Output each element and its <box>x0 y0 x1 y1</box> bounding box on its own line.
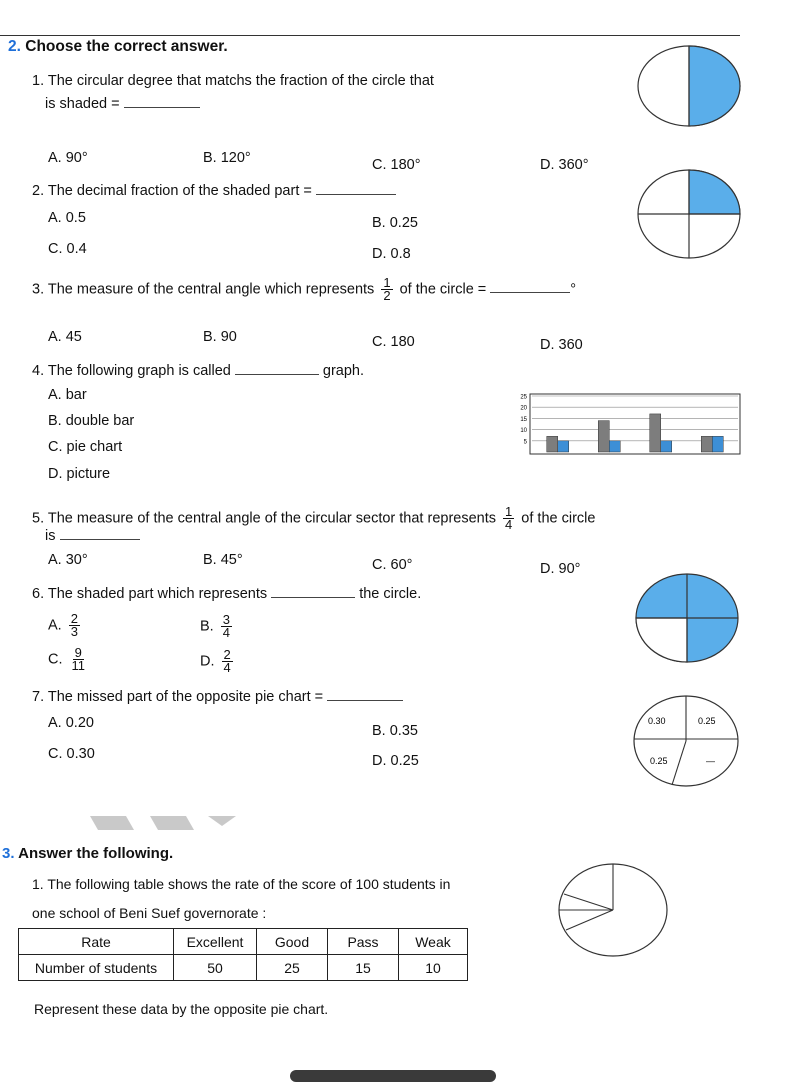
q1-option-a[interactable]: A. 90° <box>48 150 88 166</box>
table-header: Pass <box>328 929 399 955</box>
table-cell: 15 <box>328 955 399 981</box>
q1-line1: 1. The circular degree that matchs the fraction of the circle that <box>32 73 434 89</box>
section-2-heading <box>8 38 228 56</box>
section-3-heading <box>2 845 173 862</box>
table-header: Good <box>257 929 328 955</box>
table-row <box>19 929 468 955</box>
y-tick-label: 20 <box>520 405 527 412</box>
q2-option-a[interactable]: A. 0.5 <box>48 210 86 226</box>
y-tick-label: 15 <box>520 416 527 423</box>
bar-blue-4 <box>712 436 723 452</box>
home-indicator[interactable] <box>290 1070 496 1082</box>
bar-blue-1 <box>558 441 569 452</box>
table-cell: 25 <box>257 955 328 981</box>
q5-text: 5. The measure of the central angle of the circular sector that represents $\frac{1}{4}$ of the circle <box>32 504 596 532</box>
pie-label: 0.25 <box>650 756 668 766</box>
q3-text: 3. The measure of the central angle which represents $\frac{1}{2}$ of the circle = ° <box>32 275 577 303</box>
q7-option-d[interactable]: D. 0.25 <box>372 753 419 769</box>
y-tick-label: 25 <box>520 394 527 401</box>
s3-q1-line1: 1. The following table shows the rate of the score of 100 students in <box>32 876 451 892</box>
table-cell: 10 <box>399 955 468 981</box>
fraction: $\frac{1}{4}$ <box>505 504 513 532</box>
s3-q1-line2: one school of Beni Suef governorate : <box>32 905 267 921</box>
q7-option-c[interactable]: C. 0.30 <box>48 746 95 762</box>
section-number: 2. <box>8 38 21 55</box>
q6-option-a[interactable]: A. $\frac{2}{3}$ <box>48 611 78 639</box>
q2-text: 2. The decimal fraction of the shaded part = <box>32 182 396 199</box>
three-quarter-shaded-circle <box>634 572 740 664</box>
pie-label: — <box>706 756 715 766</box>
top-rule <box>0 35 740 36</box>
q2-option-c[interactable]: C. 0.4 <box>48 241 87 257</box>
section-number: 3. <box>2 845 15 862</box>
q6-option-b[interactable]: B. $\frac{3}{4}$ <box>200 612 230 640</box>
pie-label: 0.30 <box>648 716 666 726</box>
half-shaded-circle <box>636 44 742 128</box>
q6-option-d[interactable]: D. $\frac{2}{4}$ <box>200 647 231 675</box>
answer-blank[interactable] <box>60 527 140 540</box>
q3-option-c[interactable]: C. 180 <box>372 334 415 350</box>
q7-text: 7. The missed part of the opposite pie chart = <box>32 688 403 705</box>
bar-blue-2 <box>609 441 620 452</box>
q3-option-d[interactable]: D. 360 <box>540 337 583 353</box>
answer-blank[interactable] <box>316 182 396 195</box>
q5-option-c[interactable]: C. 60° <box>372 557 413 573</box>
q1-option-b[interactable]: B. 120° <box>203 150 251 166</box>
q5-line2: is <box>45 527 140 544</box>
q3-option-a[interactable]: A. 45 <box>48 329 82 345</box>
q4-option-b[interactable]: B. double bar <box>48 413 135 429</box>
q2-option-d[interactable]: D. 0.8 <box>372 246 411 262</box>
table-header: Weak <box>399 929 468 955</box>
blank-pie-chart <box>556 860 670 960</box>
q4-option-d[interactable]: D. picture <box>48 466 111 482</box>
q1-option-d[interactable]: D. 360° <box>540 157 589 173</box>
q7-option-b[interactable]: B. 0.35 <box>372 723 418 739</box>
answer-blank[interactable] <box>490 280 570 293</box>
q5-option-b[interactable]: B. 45° <box>203 552 243 568</box>
q5-option-d[interactable]: D. 90° <box>540 561 581 577</box>
table-header: Number of students <box>19 955 174 981</box>
bar-grey-4 <box>701 436 712 452</box>
answer-blank[interactable] <box>327 688 403 701</box>
q3-option-b[interactable]: B. 90 <box>203 329 237 345</box>
bar-blue-3 <box>661 441 672 452</box>
y-axis-ticks <box>520 395 527 446</box>
double-bar-chart <box>510 392 742 456</box>
table-header: Rate <box>19 929 174 955</box>
q1-line2: is shaded = <box>45 95 200 112</box>
section-title: Choose the correct answer. <box>25 38 228 55</box>
answer-blank[interactable] <box>271 585 355 598</box>
answer-blank[interactable] <box>124 95 200 108</box>
table-cell: 50 <box>174 955 257 981</box>
q4-option-a[interactable]: A. bar <box>48 387 87 403</box>
pie-chart-missing-part <box>632 694 742 792</box>
q1-option-c[interactable]: C. 180° <box>372 157 421 173</box>
section-title: Answer the following. <box>18 845 174 862</box>
q6-text: 6. The shaded part which represents the circle. <box>32 586 422 602</box>
answer-blank[interactable] <box>235 362 319 375</box>
q7-option-a[interactable]: A. 0.20 <box>48 715 94 731</box>
q4-text: 4. The following graph is called graph. <box>32 363 365 379</box>
q2-option-b[interactable]: B. 0.25 <box>372 215 418 231</box>
bar-grey-2 <box>598 421 609 452</box>
decorative-dashes <box>90 816 240 832</box>
q6-option-c[interactable]: C. $\frac{9}{11}$ <box>48 645 86 673</box>
bar-grey-1 <box>547 436 558 452</box>
q4-option-c[interactable]: C. pie chart <box>48 439 123 455</box>
bar-grey-3 <box>650 414 661 452</box>
fraction: $\frac{1}{2}$ <box>383 275 391 303</box>
y-tick-label: 5 <box>523 439 527 446</box>
score-rate-table <box>18 928 468 981</box>
pie-label: 0.25 <box>698 716 716 726</box>
q5-option-a[interactable]: A. 30° <box>48 552 88 568</box>
table-row <box>19 955 468 981</box>
s3-instruction: Represent these data by the opposite pie chart. <box>34 1001 329 1017</box>
table-header: Excellent <box>174 929 257 955</box>
quarter-shaded-circle <box>636 168 742 260</box>
y-tick-label: 10 <box>520 428 527 435</box>
